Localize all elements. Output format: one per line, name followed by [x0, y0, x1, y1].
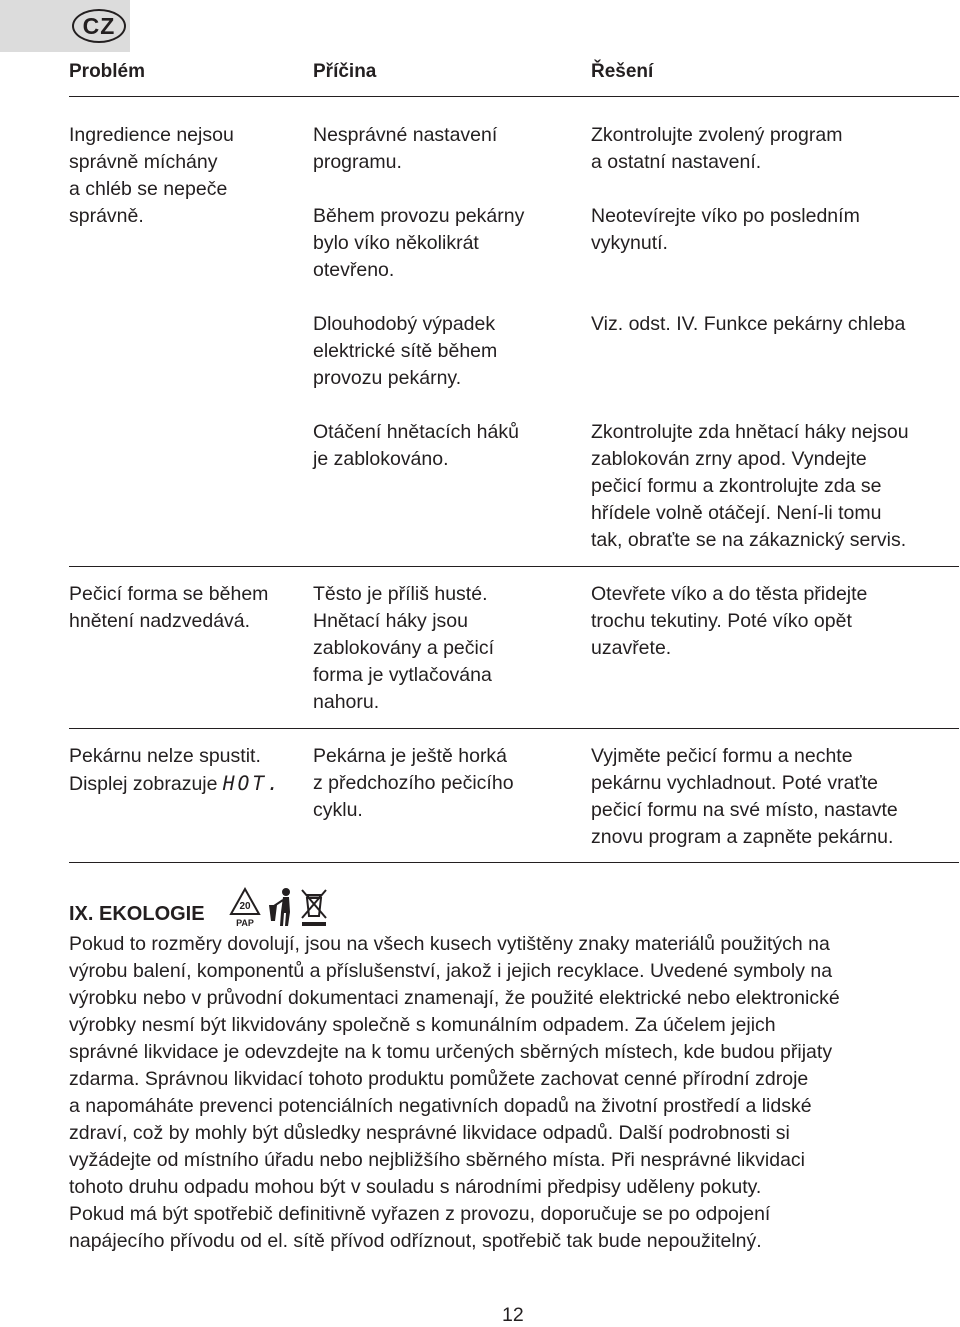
- row1-solution: Zkontrolujte zvolený program a ostatní nastavení.: [591, 124, 843, 173]
- page-number: 12: [502, 1304, 524, 1326]
- section-rule-2: [69, 728, 959, 729]
- row6-problem-line2: [69, 770, 282, 798]
- row2-solution: Neotevírejte víko po posledním vykynutí.: [591, 205, 860, 254]
- header-cause: Příčina: [313, 61, 377, 82]
- row1-problem: Ingredience nejsou správně míchány a chléb se nepeče správně.: [69, 124, 234, 227]
- row6-problem-text: Displej zobrazuje: [69, 773, 218, 795]
- header-rule: [69, 96, 959, 97]
- ecology-title: IX. EKOLOGIE: [69, 903, 205, 925]
- recycle-code: PAP: [236, 918, 254, 928]
- section-rule-1: [69, 566, 959, 567]
- recycle-number: 20: [239, 901, 251, 912]
- row4-cause: Otáčení hnětacích háků je zablokováno.: [313, 421, 519, 470]
- row5-solution: Otevřete víko a do těsta přidejte trochu tekutiny. Poté víko opět uzavřete.: [591, 583, 868, 659]
- header-problem: Problém: [69, 61, 146, 82]
- ecology-text: Pokud to rozměry dovolují, jsou na všech kusech vytištěny znaky materiálů použitých na výrobu balení, komponentů a příslušenství, jakož i jejich recyklace. Uvedené symboly na výrobku nebo v průvodní dokumentaci znamenají, že použité elektrické nebo elektronické výrobky nesmí být likvidovány společně s komunálním odpadem. Za účelem jejich správné likvidace je odevzdejte na k tomu určených sběrných místech, kde budou přijaty zdarma. Správnou likvidací tohoto produktu pomůžete zachovat cenné přírodní zdroje a napomáháte prevenci potenciálních negativních dopadů na životní prostředí a lidské zdraví, což by mohly být důsledky nesprávné likvidace odpadů. Další podrobnosti si vyžádejte od místního úřadu nebo nejbližšího sběrného místa. Při nesprávné likvidaci tohoto druhu odpadu mohou být v souladu s národními předpisy uděleny pokuty. Pokud má být spotřebič definitivně vyřazen z provozu, doporučuje se po odpojení napájecího přívodu od el. sítě přívod odříznout, spotřebič tak bude nepoužitelný.: [69, 933, 840, 1252]
- crossed-out-bin-icon: [302, 890, 326, 926]
- table-bottom-rule: [69, 862, 959, 863]
- row6-problem-line1: Pekárnu nelze spustit.: [69, 745, 261, 767]
- row4-solution: Zkontrolujte zda hnětací háky nejsou zablokován zrny apod. Vyndejte pečicí formu a zkontrolujte zda se hřídele volně otáčejí. Není-li tomu tak, obraťte se na zákaznický servis.: [591, 421, 909, 551]
- row5-problem: Pečicí forma se během hnětení nadzvedává.: [69, 583, 269, 632]
- row6-solution: Vyjměte pečicí formu a nechte pekárnu vychladnout. Poté vraťte pečicí formu na své místo, nastavte znovu program a zapněte pekárnu.: [591, 745, 898, 848]
- row6-cause: Pekárna je ještě horká z předchozího pečicího cyklu.: [313, 745, 514, 821]
- row5-cause: Těsto je příliš husté. Hnětací háky jsou zablokovány a pečicí forma je vytlačována nahoru.: [313, 583, 495, 713]
- display-hot-text: HOT.: [222, 772, 282, 795]
- header-solution: Řešení: [591, 61, 654, 82]
- row3-cause: Dlouhodobý výpadek elektrické sítě během provozu pekárny.: [313, 313, 498, 389]
- row1-cause: Nesprávné nastavení programu.: [313, 124, 498, 173]
- row2-cause: Během provozu pekárny bylo víko několikrát otevřeno.: [313, 205, 525, 281]
- ecology-icons: [228, 886, 332, 930]
- row3-solution: Viz. odst. IV. Funkce pekárny chleba: [591, 313, 906, 335]
- tidyman-icon: [269, 888, 290, 926]
- language-badge: CZ: [72, 9, 126, 43]
- recycling-pap-20-icon: [231, 889, 259, 928]
